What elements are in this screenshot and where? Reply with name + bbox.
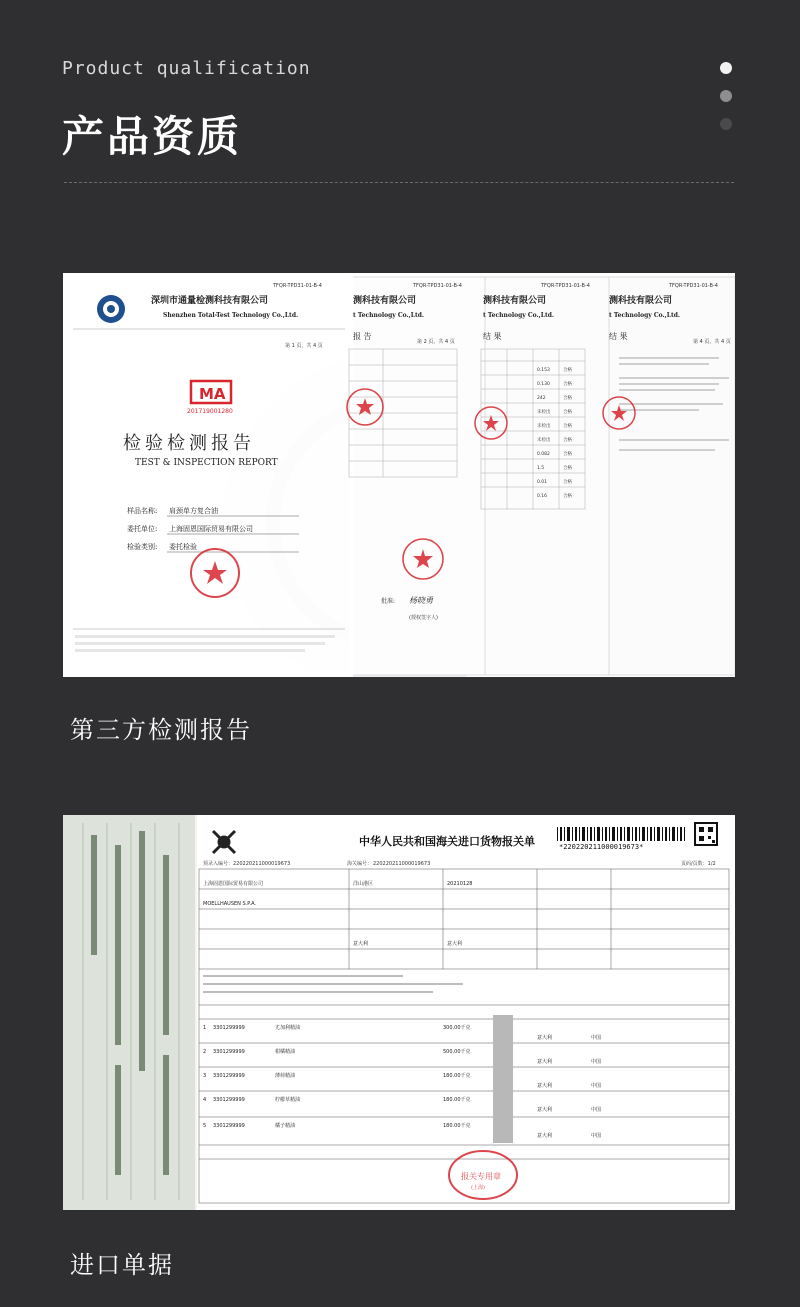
svg-text:0.130: 0.130 bbox=[537, 382, 550, 387]
svg-text:意大利: 意大利 bbox=[537, 1083, 553, 1089]
exporter: MOELLHAUSEN S.P.A. bbox=[203, 901, 256, 907]
svg-text:样品名称:: 样品名称: bbox=[127, 507, 158, 515]
caption-test-report: 第三方检测报告 bbox=[70, 716, 252, 744]
section-result-page4: 结 果 bbox=[609, 332, 628, 341]
entry-port: 洋山港区 bbox=[353, 881, 374, 887]
svg-text:MA: MA bbox=[199, 385, 226, 403]
prerecord-number: 220220211000019673 bbox=[233, 861, 291, 867]
company-name-en-short: t Technology Co.,Ltd. bbox=[353, 312, 425, 319]
barcode-icon bbox=[557, 827, 685, 841]
company-logo-icon bbox=[97, 295, 125, 323]
svg-text:中国: 中国 bbox=[591, 1059, 602, 1065]
svg-text:0.01: 0.01 bbox=[537, 480, 548, 485]
company-name-short-page3: 测科技有限公司 bbox=[483, 296, 547, 306]
svg-text:橘子精油: 橘子精油 bbox=[275, 1123, 296, 1129]
svg-text:4: 4 bbox=[203, 1097, 207, 1103]
svg-text:3301299999: 3301299999 bbox=[213, 1123, 245, 1129]
svg-text:未检出: 未检出 bbox=[537, 424, 551, 429]
svg-text:0.153: 0.153 bbox=[537, 368, 550, 373]
barcode-number: *220220211000019673* bbox=[559, 843, 644, 851]
section-result: 结 果 bbox=[483, 332, 502, 341]
svg-text:3301299999: 3301299999 bbox=[213, 1073, 245, 1079]
svg-text:3301299999: 3301299999 bbox=[213, 1025, 245, 1031]
authorized-signer-label: (授权签字人) bbox=[409, 615, 438, 621]
svg-text:委托单位:: 委托单位: bbox=[127, 525, 158, 533]
customs-no-label: 海关编号： bbox=[347, 861, 373, 867]
svg-text:中国: 中国 bbox=[591, 1035, 602, 1041]
svg-text:180.00千克: 180.00千克 bbox=[443, 1123, 471, 1129]
company-name-en-short-page4: t Technology Co.,Ltd. bbox=[609, 312, 681, 319]
form-code-page4: TFQR-TPD31-01-B-4 bbox=[669, 283, 718, 289]
svg-text:2: 2 bbox=[203, 1049, 207, 1055]
company-name-short-page4: 测科技有限公司 bbox=[609, 296, 673, 306]
svg-text:意大利: 意大利 bbox=[537, 1035, 553, 1041]
svg-text:上海固恩国际贸易有限公司: 上海固恩国际贸易有限公司 bbox=[169, 525, 253, 533]
company-name-cn: 深圳市通量检测科技有限公司 bbox=[151, 296, 269, 306]
svg-text:合格: 合格 bbox=[563, 438, 572, 443]
company-name-short: 测科技有限公司 bbox=[353, 296, 417, 306]
signature: 杨晓勇 bbox=[409, 596, 433, 605]
svg-text:合格: 合格 bbox=[563, 480, 572, 485]
pager-dots bbox=[720, 62, 734, 146]
svg-text:中国: 中国 bbox=[591, 1133, 602, 1139]
country-origin: 意大利 bbox=[353, 941, 369, 947]
svg-text:中国: 中国 bbox=[591, 1083, 602, 1089]
page2-label: 第 2 页，共 4 页 bbox=[417, 339, 455, 345]
stamp-label: 报关专用章 bbox=[461, 1172, 501, 1181]
svg-text:意大利: 意大利 bbox=[537, 1133, 553, 1139]
page4-label: 第 4 页，共 4 页 bbox=[693, 339, 731, 345]
svg-text:合格: 合格 bbox=[563, 396, 572, 401]
caption-customs: 进口单据 bbox=[70, 1251, 174, 1279]
page-label: 第 1 页，共 4 页 bbox=[285, 343, 323, 349]
svg-text:检验类别:: 检验类别: bbox=[127, 543, 158, 551]
stamp-city: (上海) bbox=[471, 1185, 485, 1191]
svg-text:500.00千克: 500.00千克 bbox=[443, 1049, 471, 1055]
page-subtitle: Product qualification bbox=[62, 58, 311, 79]
svg-text:3: 3 bbox=[203, 1073, 207, 1079]
svg-text:柑橘精油: 柑橘精油 bbox=[275, 1049, 296, 1055]
svg-text:5: 5 bbox=[203, 1123, 207, 1129]
svg-text:300.00千克: 300.00千克 bbox=[443, 1025, 471, 1031]
svg-text:尤加利精油: 尤加利精油 bbox=[275, 1025, 301, 1031]
svg-text:意大利: 意大利 bbox=[537, 1059, 553, 1065]
section-report: 报 告 bbox=[353, 332, 372, 341]
company-name-en-short-page3: t Technology Co.,Ltd. bbox=[483, 312, 555, 319]
approver-label: 批准: bbox=[381, 598, 396, 605]
svg-text:薄荷精油: 薄荷精油 bbox=[275, 1073, 296, 1079]
svg-text:180.00千克: 180.00千克 bbox=[443, 1097, 471, 1103]
svg-text:合格: 合格 bbox=[563, 424, 572, 429]
pager-dot[interactable] bbox=[720, 118, 732, 130]
form-code-page2: TFQR-TPD31-01-B-4 bbox=[413, 283, 462, 289]
pager-dot-active[interactable] bbox=[720, 62, 732, 74]
customs-number: 220220211000019673 bbox=[373, 861, 431, 867]
company-name-en: Shenzhen Total-Test Technology Co.,Ltd. bbox=[163, 312, 299, 319]
svg-text:0.082: 0.082 bbox=[537, 452, 550, 457]
svg-text:合格: 合格 bbox=[563, 368, 572, 373]
prerecord-label: 预录入编号： bbox=[203, 861, 234, 867]
declaration-date: 20210128 bbox=[447, 881, 473, 887]
consignee: 上海固恩国际贸易有限公司 bbox=[203, 881, 264, 887]
svg-text:柠檬草精油: 柠檬草精油 bbox=[275, 1097, 301, 1103]
country-trade: 意大利 bbox=[447, 941, 463, 947]
svg-text:1: 1 bbox=[203, 1025, 207, 1031]
svg-text:委托检验: 委托检验 bbox=[169, 543, 197, 551]
form-code-page3: TFQR-TPD31-01-B-4 bbox=[541, 283, 590, 289]
cma-number: 201719001280 bbox=[187, 408, 233, 415]
svg-text:180.00千克: 180.00千克 bbox=[443, 1073, 471, 1079]
svg-text:未检出: 未检出 bbox=[537, 438, 551, 443]
svg-text:1.5: 1.5 bbox=[537, 466, 545, 471]
redacted-block bbox=[493, 1015, 513, 1143]
form-code: TFQR-TPD31-01-B-4 bbox=[273, 283, 322, 289]
pager-dot[interactable] bbox=[720, 90, 732, 102]
svg-text:合格: 合格 bbox=[563, 466, 572, 471]
customs-declaration-image bbox=[63, 815, 735, 1210]
svg-text:合格: 合格 bbox=[563, 382, 572, 387]
svg-text:合格: 合格 bbox=[563, 452, 572, 457]
report-title-cn: 检验检测报告 bbox=[123, 433, 255, 454]
svg-text:合格: 合格 bbox=[563, 410, 572, 415]
svg-text:中国: 中国 bbox=[591, 1107, 602, 1113]
page-count: 页码/页数：1/2 bbox=[681, 861, 716, 867]
svg-text:3301299999: 3301299999 bbox=[213, 1097, 245, 1103]
svg-text:0.16: 0.16 bbox=[537, 494, 548, 499]
header-divider bbox=[64, 182, 734, 183]
svg-text:合格: 合格 bbox=[563, 494, 572, 499]
svg-text:242: 242 bbox=[537, 396, 546, 401]
customs-title: 中华人民共和国海关进口货物报关单 bbox=[359, 835, 535, 848]
test-report-image bbox=[63, 273, 735, 677]
svg-text:肩颈单方复合油: 肩颈单方复合油 bbox=[169, 507, 218, 515]
svg-text:3301299999: 3301299999 bbox=[213, 1049, 245, 1055]
svg-text:未检出: 未检出 bbox=[537, 410, 551, 415]
svg-text:意大利: 意大利 bbox=[537, 1107, 553, 1113]
page-title: 产品资质 bbox=[62, 112, 243, 161]
report-title-en: TEST & INSPECTION REPORT bbox=[135, 458, 278, 468]
